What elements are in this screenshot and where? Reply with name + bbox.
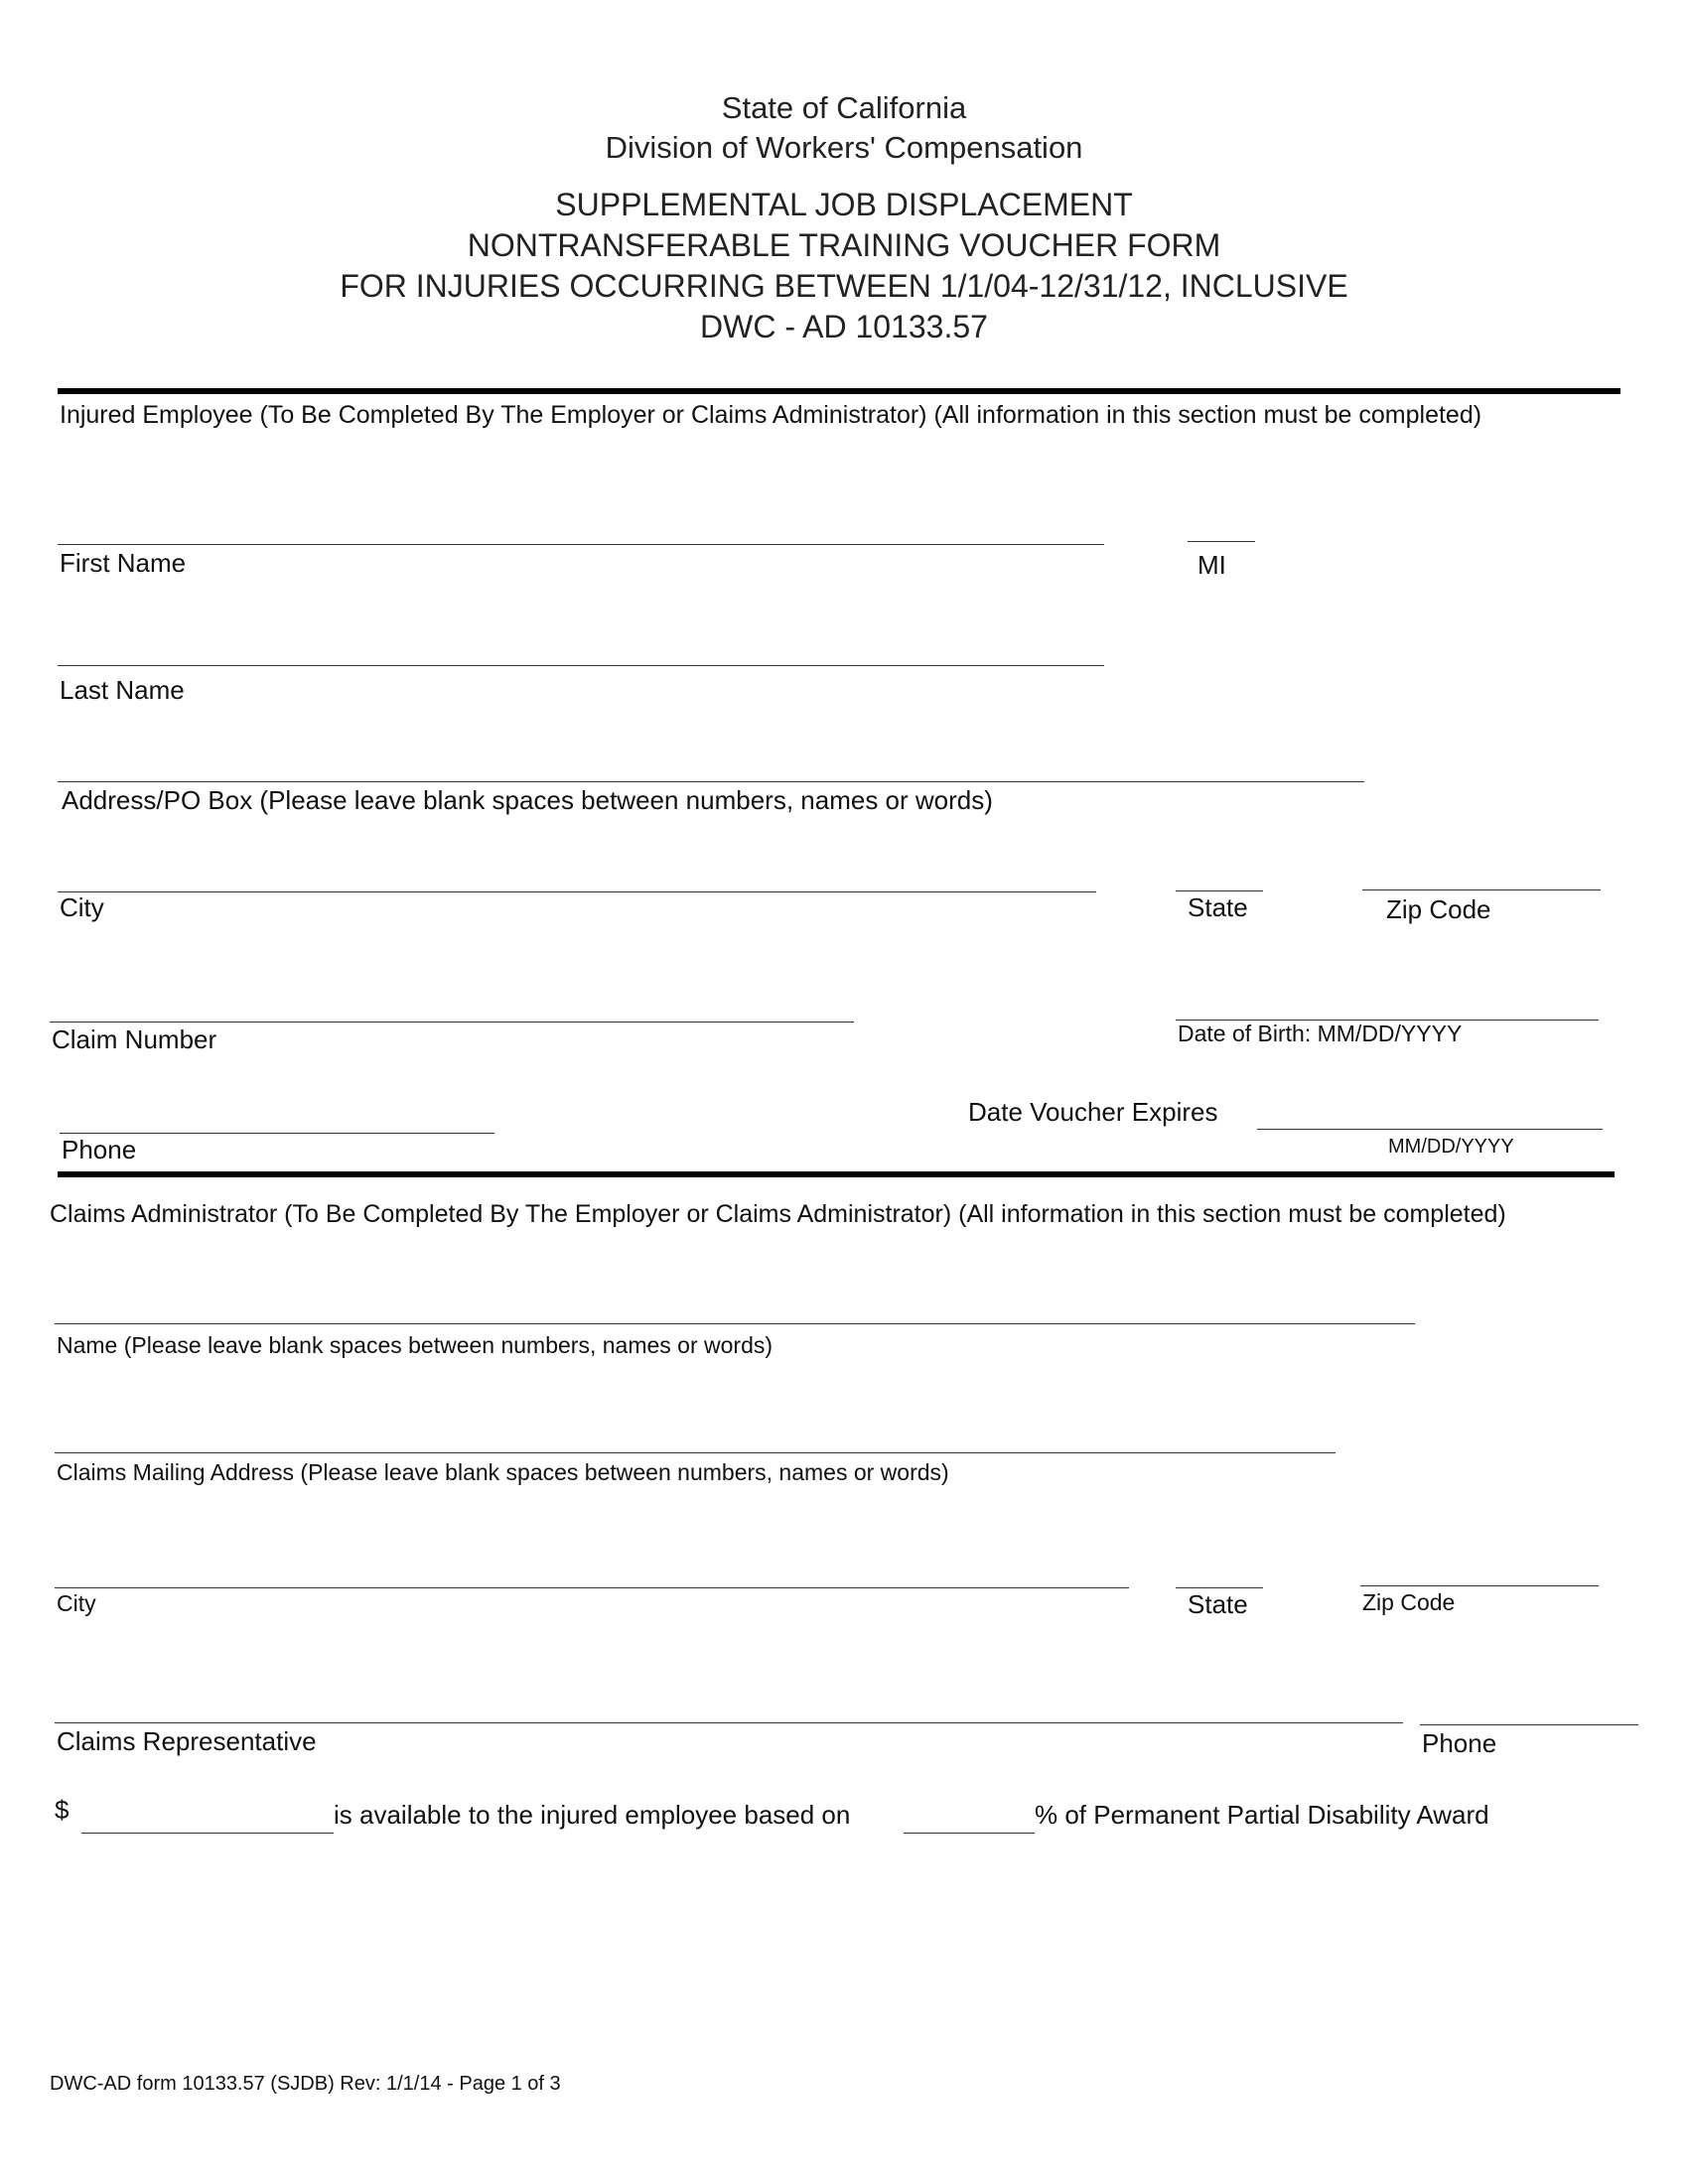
- mi-field[interactable]: [1188, 541, 1255, 542]
- award-amount-field[interactable]: [81, 1833, 334, 1834]
- zip-field[interactable]: [1362, 889, 1601, 890]
- section-divider-middle: [58, 1171, 1615, 1177]
- admin-zip-label: Zip Code: [1362, 1589, 1456, 1615]
- first-name-label: First Name: [60, 548, 187, 578]
- voucher-expires-field[interactable]: [1257, 1129, 1603, 1130]
- employee-phone-label: Phone: [62, 1135, 137, 1164]
- last-name-label: Last Name: [60, 675, 185, 705]
- claim-number-field[interactable]: [50, 1022, 854, 1023]
- form-code: DWC - AD 10133.57: [700, 309, 988, 344]
- mi-label: MI: [1197, 550, 1226, 580]
- admin-city-field[interactable]: [55, 1587, 1129, 1588]
- admin-name-field[interactable]: [55, 1323, 1415, 1324]
- form-title-line2: NONTRANSFERABLE TRAINING VOUCHER FORM: [467, 227, 1221, 263]
- award-percent-text: % of Permanent Partial Disability Award: [1035, 1800, 1489, 1830]
- mailing-address-field[interactable]: [55, 1452, 1336, 1453]
- form-title-line3: FOR INJURIES OCCURRING BETWEEN 1/1/04-12/31/12, INCLUSIVE: [340, 268, 1348, 304]
- zip-label: Zip Code: [1386, 894, 1491, 924]
- claim-number-label: Claim Number: [52, 1024, 217, 1054]
- section-divider-top: [58, 388, 1620, 394]
- admin-phone-label: Phone: [1422, 1728, 1497, 1758]
- footer-form-revision: DWC-AD form 10133.57 (SJDB) Rev: 1/1/14 - Page 1 of 3: [50, 2073, 561, 2095]
- admin-name-label: Name (Please leave blank spaces between numbers, names or words): [57, 1332, 774, 1358]
- state-field[interactable]: [1176, 890, 1263, 891]
- voucher-expires-label: Date Voucher Expires: [968, 1097, 1218, 1127]
- admin-state-label: State: [1188, 1589, 1248, 1619]
- award-available-text: is available to the injured employee based on: [334, 1800, 851, 1830]
- state-label: State: [1188, 892, 1248, 922]
- admin-zip-field[interactable]: [1360, 1585, 1599, 1586]
- first-name-field[interactable]: [58, 544, 1104, 545]
- division-title: Division of Workers' Compensation: [605, 130, 1083, 165]
- city-label: City: [60, 892, 104, 922]
- dollar-sign: $: [55, 1795, 70, 1825]
- admin-section-heading: Claims Administrator (To Be Completed By The Employer or Claims Administrator) (All information in this section must be completed): [50, 1200, 1506, 1228]
- address-field[interactable]: [58, 781, 1364, 782]
- award-percent-field[interactable]: [904, 1833, 1035, 1834]
- address-label: Address/PO Box (Please leave blank spaces between numbers, names or words): [62, 785, 993, 815]
- admin-phone-field[interactable]: [1420, 1724, 1638, 1725]
- form-title-line1: SUPPLEMENTAL JOB DISPLACEMENT: [555, 187, 1133, 222]
- employee-phone-field[interactable]: [60, 1133, 494, 1134]
- representative-field[interactable]: [55, 1722, 1403, 1723]
- voucher-format-label: MM/DD/YYYY: [1388, 1136, 1514, 1158]
- mailing-address-label: Claims Mailing Address (Please leave blank spaces between numbers, names or words): [57, 1459, 949, 1485]
- city-field[interactable]: [58, 891, 1096, 892]
- employee-section-heading: Injured Employee (To Be Completed By The Employer or Claims Administrator) (All information in this section must be completed): [60, 401, 1482, 429]
- admin-city-label: City: [57, 1590, 96, 1616]
- admin-state-field[interactable]: [1176, 1587, 1263, 1588]
- dob-label: Date of Birth: MM/DD/YYYY: [1178, 1021, 1463, 1046]
- state-title: State of California: [721, 90, 967, 125]
- last-name-field[interactable]: [58, 665, 1104, 666]
- representative-label: Claims Representative: [57, 1726, 317, 1756]
